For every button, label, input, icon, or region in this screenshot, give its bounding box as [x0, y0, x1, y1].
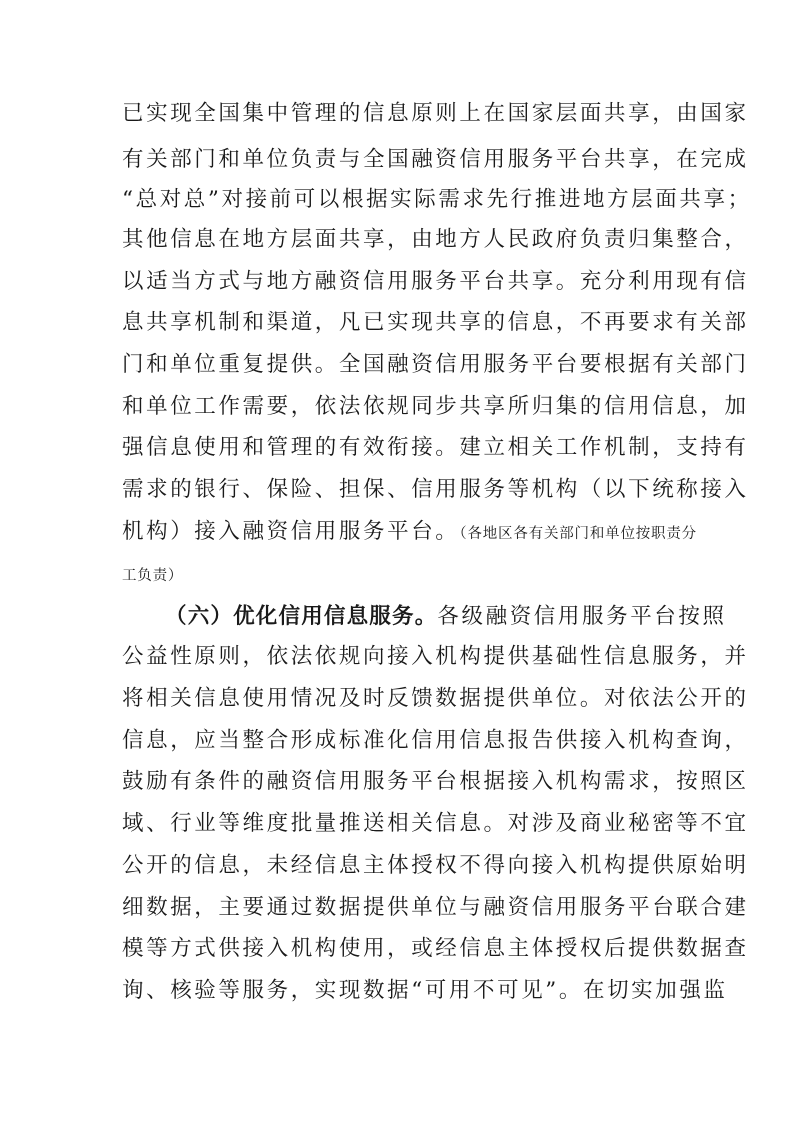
body-text-line: 已实现全国集中管理的信息原则上在国家层面共享，由国家 — [122, 101, 749, 126]
body-text-main: 机构）接入融资信用服务平台。 — [122, 519, 460, 544]
body-text-line: 公益性原则，依法依规向接入机构提供基础性信息服务，并 — [122, 644, 749, 669]
body-text-line: 模等方式供接入机构使用，或经信息主体授权后提供数据查 — [122, 936, 749, 961]
body-text-line: 有关部门和单位负责与全国融资信用服务平台共享，在完成 — [122, 147, 749, 172]
body-text-line: 强信息使用和管理的有效衔接。建立相关工作机制，支持有 — [122, 435, 749, 460]
body-text-line: “总对总”对接前可以根据实际需求先行推进地方层面共享； — [122, 187, 752, 212]
body-text-line: 以适当方式与地方融资信用服务平台共享。充分利用现有信 — [122, 269, 749, 294]
body-text-line: 将相关信息使用情况及时反馈数据提供单位。对依法公开的 — [122, 686, 749, 711]
body-text-line: 询、核验等服务，实现数据“可用不可见”。在切实加强监 — [122, 978, 728, 1003]
body-text-line: 细数据，主要通过数据提供单位与融资信用服务平台联合建 — [122, 895, 749, 920]
body-text-main: 各级融资信用服务平台按照 — [437, 604, 727, 629]
body-text-line: 门和单位重复提供。全国融资信用服务平台要根据有关部门 — [122, 352, 749, 377]
body-text-line: 域、行业等维度批量推送相关信息。对涉及商业秘密等不宜 — [122, 811, 749, 836]
section-heading-line — [165, 603, 727, 631]
body-text-line: 息共享机制和渠道，凡已实现共享的信息，不再要求有关部 — [122, 310, 749, 335]
responsibility-note-continuation: 工负责） — [122, 568, 184, 584]
body-text-line: 其他信息在地方层面共享，由地方人民政府负责归集整合， — [122, 227, 749, 252]
section-heading: （六）优化信用信息服务。 — [165, 604, 438, 629]
body-text-line: 信息，应当整合形成标准化信用信息报告供接入机构查询， — [122, 728, 749, 753]
body-text-line: 鼓励有条件的融资信用服务平台根据接入机构需求，按照区 — [122, 769, 749, 794]
body-text-line: 和单位工作需要，依法依规同步共享所归集的信用信息，加 — [122, 394, 749, 419]
body-text-line — [122, 518, 697, 548]
responsibility-note: （各地区各有关部门和单位按职责分 — [459, 526, 697, 542]
body-text-line: 公开的信息，未经信息主体授权不得向接入机构提供原始明 — [122, 853, 749, 878]
body-text-line: 需求的银行、保险、担保、信用服务等机构（以下统称接入 — [122, 477, 749, 502]
